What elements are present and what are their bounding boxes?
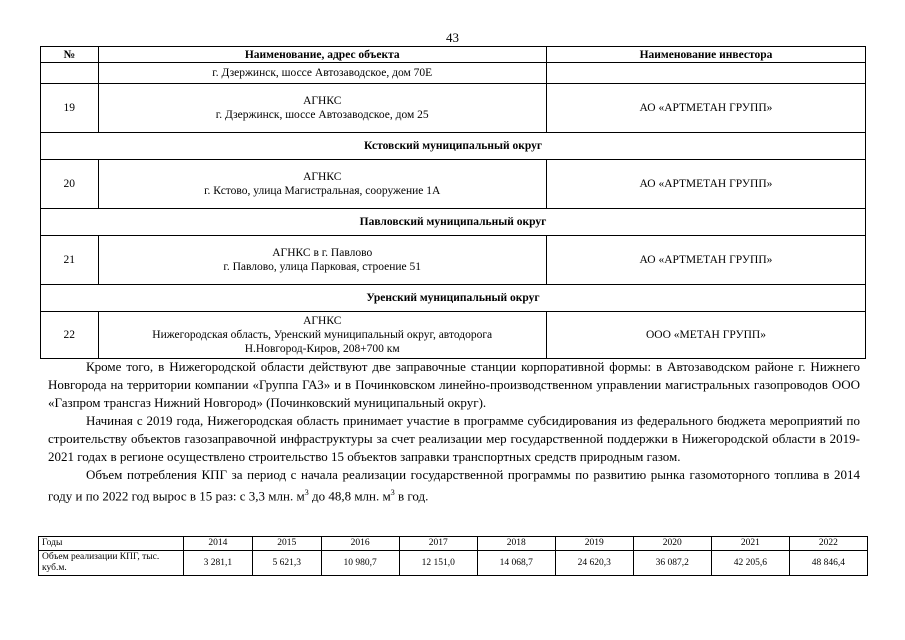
header-number: № [41, 47, 99, 63]
cell-investor [546, 63, 865, 84]
year-cell: 2022 [789, 537, 867, 551]
cell-investor: АО «АРТМЕТАН ГРУПП» [546, 236, 865, 285]
consumption-table [38, 536, 868, 576]
table-row [41, 312, 866, 359]
header-object: Наименование, адрес объекта [98, 47, 546, 63]
paragraph-text: в год. [394, 488, 429, 504]
value-cell: 48 846,4 [789, 551, 867, 576]
district-row [41, 209, 866, 236]
cell-object: г. Дзержинск, шоссе Автозаводское, дом 70Е [98, 63, 546, 84]
object-address: г. Павлово, улица Парковая, строение 51 [223, 261, 422, 273]
values-row [39, 551, 868, 576]
object-address-line2: Н.Новгород-Киров, 208+700 км [244, 343, 400, 355]
cell-investor: АО «АРТМЕТАН ГРУПП» [546, 160, 865, 209]
paragraph [48, 466, 860, 505]
cell-number: 19 [41, 84, 99, 133]
value-cell: 14 068,7 [477, 551, 555, 576]
district-title: Павловский муниципальный округ [41, 209, 866, 236]
cell-investor: АО «АРТМЕТАН ГРУПП» [546, 84, 865, 133]
year-cell: 2019 [555, 537, 633, 551]
superscript: 3 [390, 488, 395, 497]
cell-investor: ООО «МЕТАН ГРУПП» [546, 312, 865, 359]
cell-object [98, 236, 546, 285]
paragraph-text: до 48,8 млн. м [308, 488, 391, 504]
object-address: Нижегородская область, Уренский муниципальный округ, автодорога [152, 329, 493, 341]
table-row [41, 236, 866, 285]
district-title: Кстовский муниципальный округ [41, 133, 866, 160]
year-cell: 2014 [184, 537, 253, 551]
body-text [48, 358, 860, 505]
superscript: 3 [304, 488, 309, 497]
table-row [41, 160, 866, 209]
value-cell: 24 620,3 [555, 551, 633, 576]
object-address: г. Кстово, улица Магистральная, сооружение 1А [204, 185, 441, 197]
table-row [41, 84, 866, 133]
year-cell: 2016 [321, 537, 399, 551]
object-name: АГНКС [303, 95, 342, 107]
table-header-row [41, 47, 866, 63]
years-row [39, 537, 868, 551]
district-title: Уренский муниципальный округ [41, 285, 866, 312]
values-label: Объем реализации КПГ, тыс. куб.м. [39, 551, 184, 576]
object-name: АГНКС в г. Павлово [272, 247, 373, 259]
cell-number: 21 [41, 236, 99, 285]
objects-table [40, 46, 866, 359]
year-cell: 2021 [711, 537, 789, 551]
district-row [41, 133, 866, 160]
value-cell: 42 205,6 [711, 551, 789, 576]
cell-object [98, 312, 546, 359]
value-cell: 10 980,7 [321, 551, 399, 576]
header-investor: Наименование инвестора [546, 47, 865, 63]
cell-number [41, 63, 99, 84]
value-cell: 3 281,1 [184, 551, 253, 576]
cell-number: 22 [41, 312, 99, 359]
value-cell: 5 621,3 [252, 551, 321, 576]
cell-object [98, 84, 546, 133]
year-cell: 2015 [252, 537, 321, 551]
year-cell: 2017 [399, 537, 477, 551]
year-cell: 2018 [477, 537, 555, 551]
table-row [41, 63, 866, 84]
value-cell: 36 087,2 [633, 551, 711, 576]
years-label: Годы [39, 537, 184, 551]
object-name: АГНКС [303, 171, 342, 183]
paragraph: Кроме того, в Нижегородской области действуют две заправочные станции корпоративной формы: в Автозаводском районе г. Нижнего Новгорода на территории компании «Группа ГАЗ» и в Починковском линейно-производственном управлении магистральных газопроводов ООО «Газпром трансгаз Нижний Новгород» (Починковский муниципальный округ). [48, 359, 860, 410]
page-number: 43 [446, 30, 459, 45]
object-address: г. Дзержинск, шоссе Автозаводское, дом 25 [215, 109, 429, 121]
value-cell: 12 151,0 [399, 551, 477, 576]
year-cell: 2020 [633, 537, 711, 551]
paragraph-text: Объем потребления КПГ за период с начала реализации государственной программы по развитию рынка газомоторного топлива в 2014 году и по 2022 год вырос в 15 раз: с 3,3 млн. м [48, 467, 860, 504]
cell-number: 20 [41, 160, 99, 209]
cell-object [98, 160, 546, 209]
object-name: АГНКС [303, 315, 342, 327]
district-row [41, 285, 866, 312]
paragraph: Начиная с 2019 года, Нижегородская область принимает участие в программе субсидирования из федерального бюджета мероприятий по строительству объектов газозаправочной инфраструктуры за счет реализации мер государственной поддержки в Нижегородской области в 2019-2021 годах в регионе осуществлено строительство 15 объектов заправки транспортных средств природным газом. [48, 413, 860, 464]
